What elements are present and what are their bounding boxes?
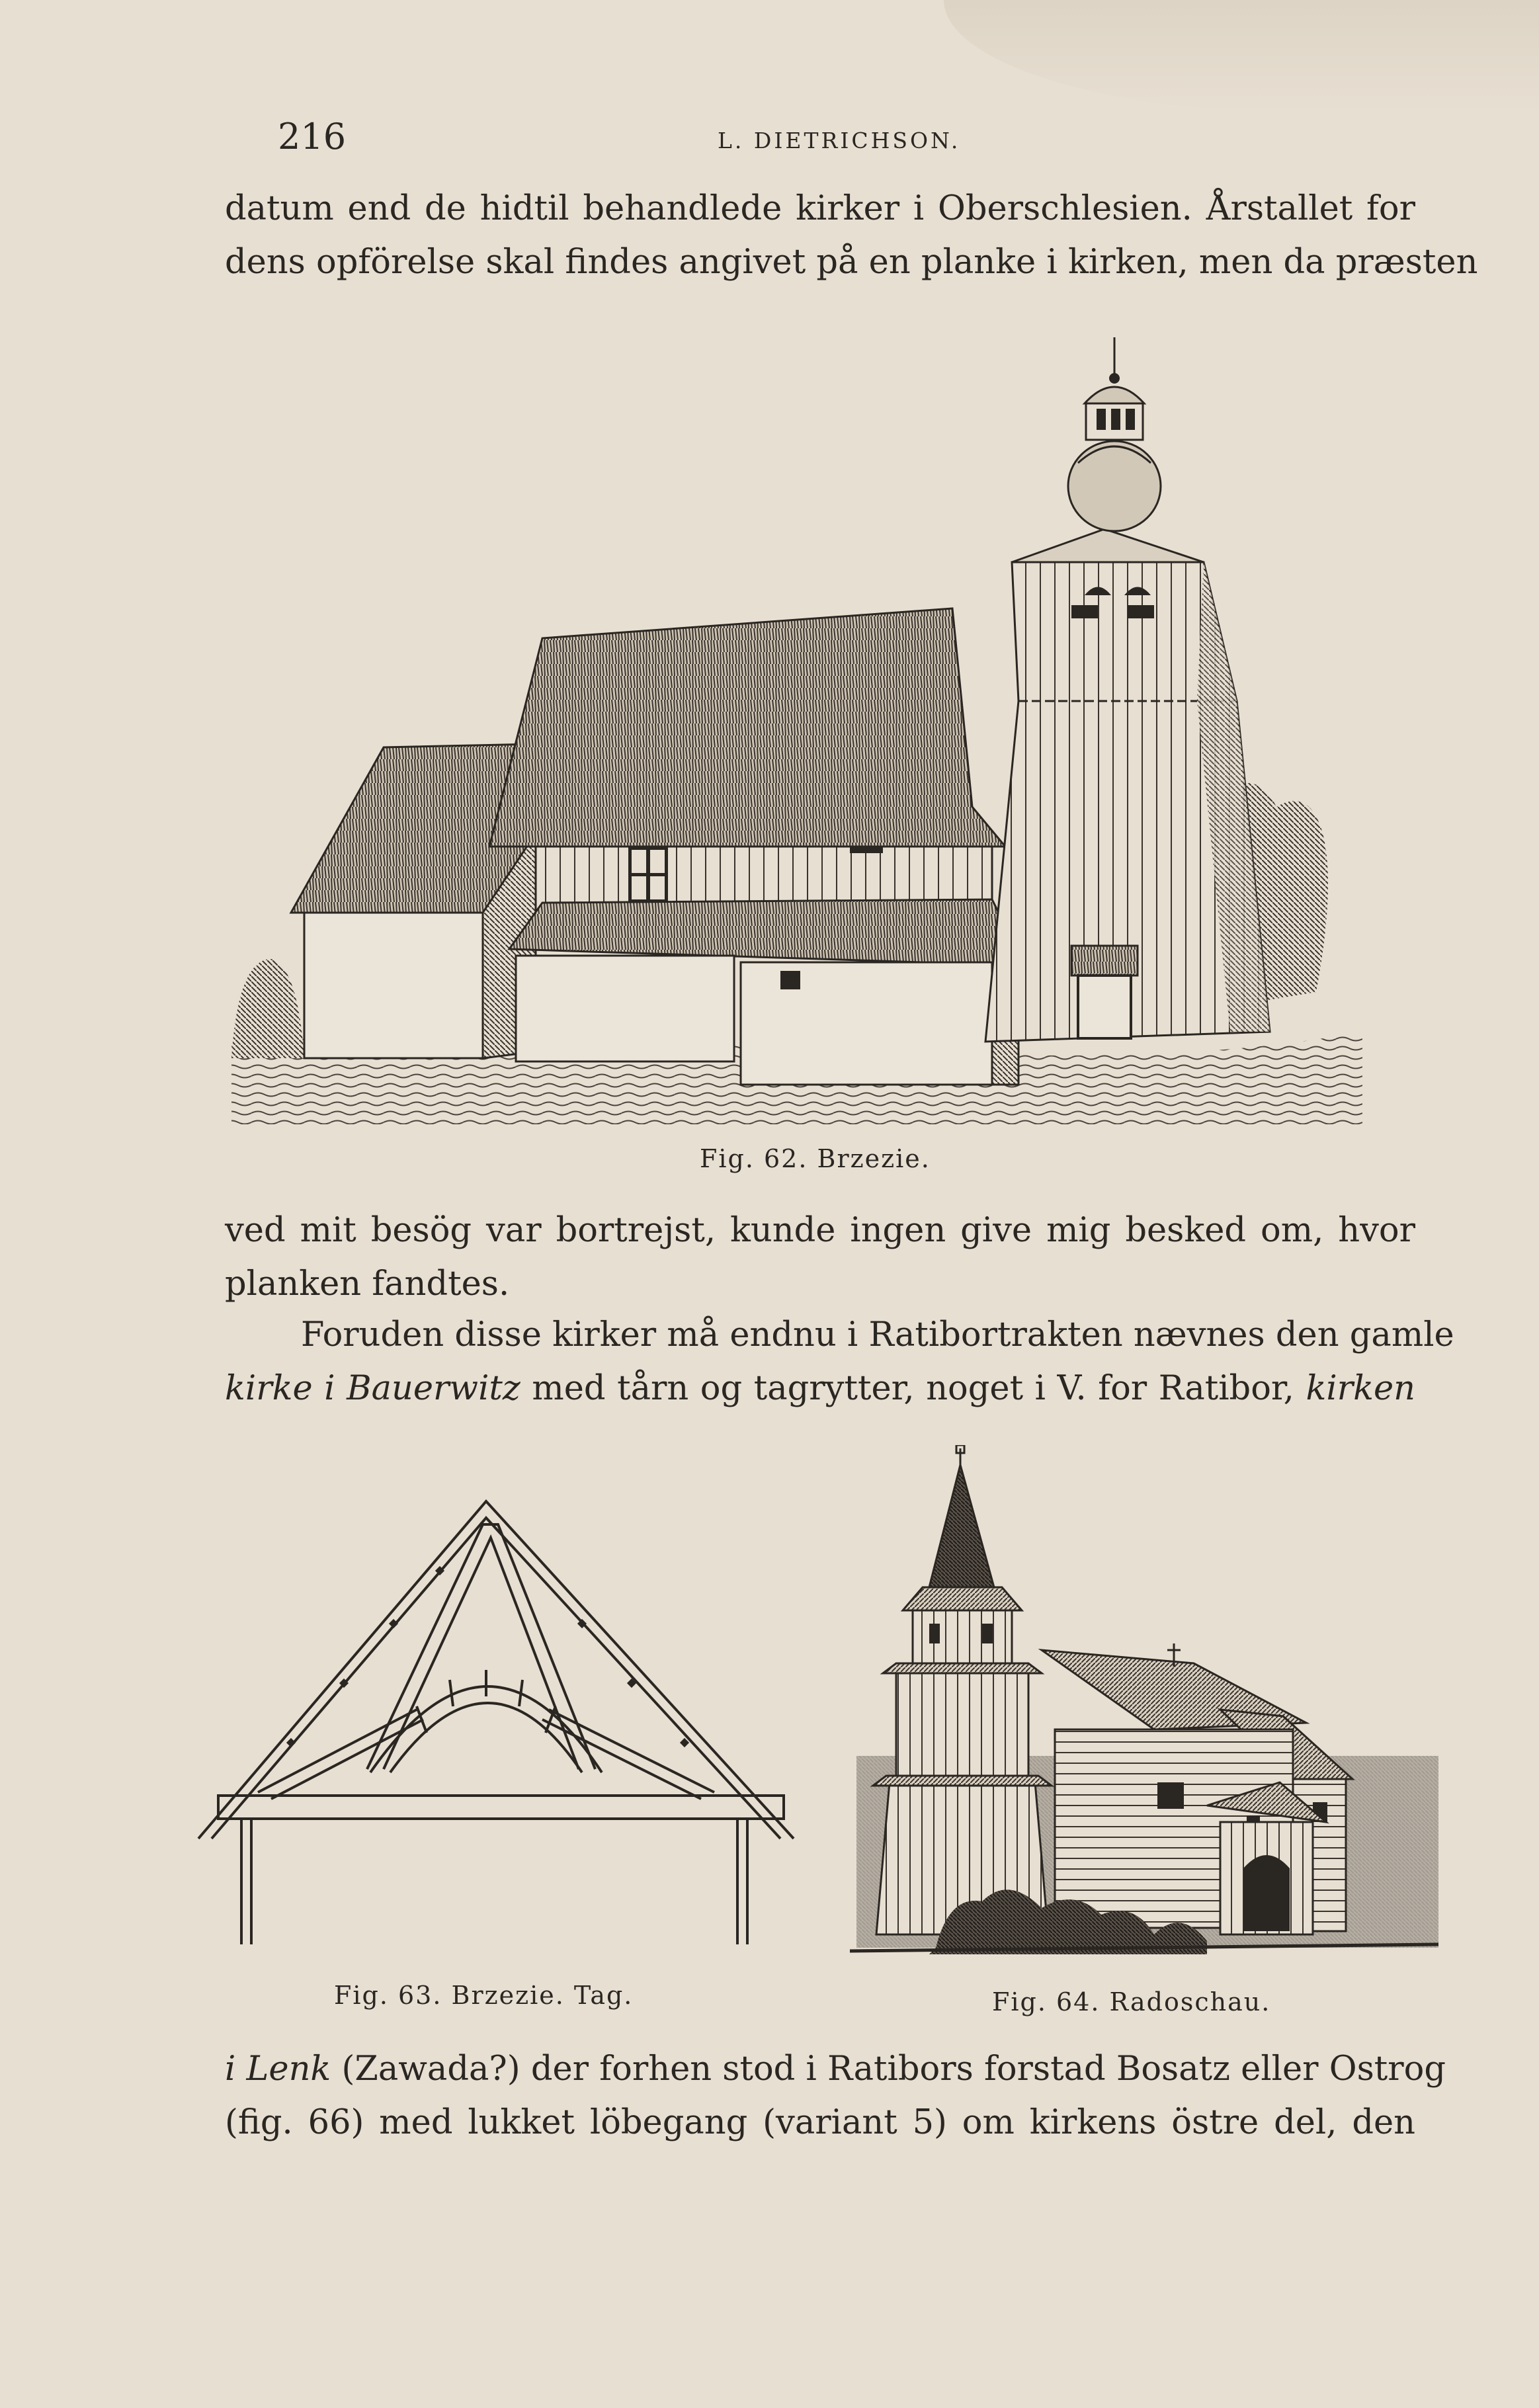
text-line: datum end de hidtil behandlede kirker i Oberschlesien. Årstallet for [225,189,1415,228]
text-run: med tårn og tagrytter, noget i V. for Ratibor, [520,1369,1306,1408]
italic-text: i Lenk [225,2050,331,2089]
brzezie-church-engraving [225,331,1376,1144]
figure-62-illustration [225,331,1376,1144]
figure-63-illustration [192,1488,810,1951]
text-line: ved mit besög var bortrejst, kunde ingen give mig besked om, hvor [225,1211,1415,1250]
text-line: dens opförelse skal findes angivet på en planke i kirken, men da præsten [225,243,1478,282]
paragraph-3 [225,1308,1454,1415]
text-line: Foruden disse kirker må endnu i Ratibortrakten nævnes den gamle [301,1315,1454,1354]
text-run: (Zawada?) der forhen stod i Ratibors forstad Bosatz eller Ostrog [331,2050,1446,2089]
text-line [225,2042,1446,2096]
italic-text: kirken [1306,1369,1415,1408]
figure-64-illustration [850,1445,1445,1968]
text-line: planken fandtes. [225,1265,510,1304]
figure-64-caption: Fig. 64. Radoschau. [992,1987,1271,2016]
text-line: (fig. 66) med lukket löbegang (variant 5) om kirkens östre del, den [225,2103,1415,2142]
italic-text: kirke i Bauerwitz [225,1369,520,1408]
paragraph-1 [225,182,1478,289]
text-line [225,1362,1415,1415]
radoschau-church-engraving [850,1445,1445,1968]
figure-62-caption: Fig. 62. Brzezie. [700,1144,931,1173]
page-stain [944,0,1539,112]
roof-truss-diagram [192,1488,810,1951]
page-number: 216 [278,116,347,157]
figure-63-caption: Fig. 63. Brzezie. Tag. [334,1981,634,2010]
paragraph-2 [225,1204,1415,1311]
page-header [0,116,1539,162]
paragraph-4 [225,2042,1446,2149]
running-head: L. DIETRICHSON. [718,128,961,153]
